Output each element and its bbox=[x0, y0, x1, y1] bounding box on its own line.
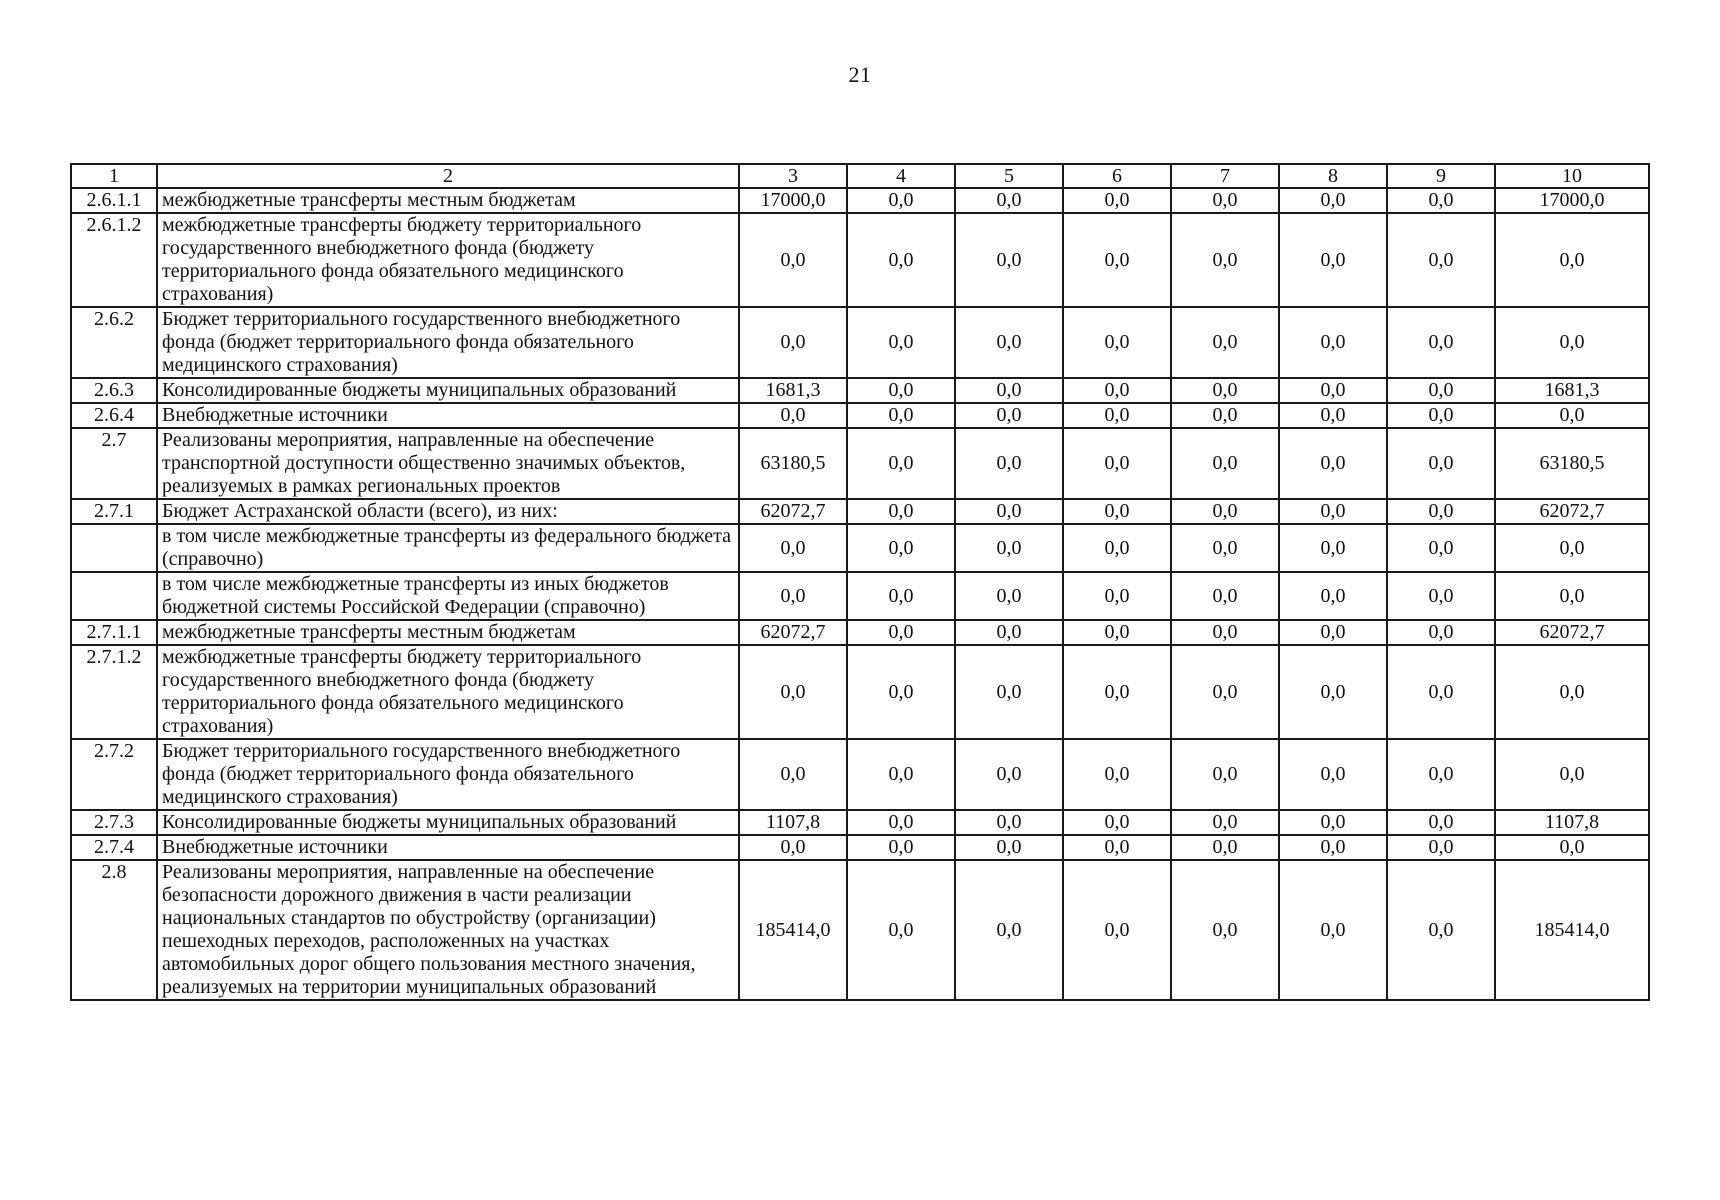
row-value: 0,0 bbox=[1279, 403, 1387, 428]
row-description: Бюджет территориального государственного внебюджетного фонда (бюджет территориального фонда обязательного медицинского страхования) bbox=[157, 307, 739, 378]
table-body bbox=[71, 164, 1649, 1000]
row-description: Консолидированные бюджеты муниципальных образований bbox=[157, 378, 739, 403]
row-code: 2.7.2 bbox=[71, 739, 157, 810]
row-value: 0,0 bbox=[1171, 188, 1279, 213]
column-number: 7 bbox=[1171, 164, 1279, 188]
row-value: 0,0 bbox=[1063, 403, 1171, 428]
row-value: 1681,3 bbox=[739, 378, 847, 403]
row-value: 0,0 bbox=[1171, 835, 1279, 860]
row-value: 0,0 bbox=[847, 524, 955, 572]
row-description: межбюджетные трансферты бюджету территориального государственного внебюджетного фонда (бюджету территориального фонда обязательного медицинского страхования) bbox=[157, 645, 739, 739]
row-code: 2.8 bbox=[71, 860, 157, 1000]
row-value: 0,0 bbox=[1279, 835, 1387, 860]
row-value: 0,0 bbox=[847, 499, 955, 524]
row-value: 0,0 bbox=[1063, 499, 1171, 524]
table-row bbox=[71, 213, 1649, 307]
row-value: 0,0 bbox=[847, 835, 955, 860]
row-value: 0,0 bbox=[1495, 213, 1649, 307]
column-number: 6 bbox=[1063, 164, 1171, 188]
page-number: 21 bbox=[848, 62, 872, 87]
row-value: 0,0 bbox=[1279, 378, 1387, 403]
row-description: в том числе межбюджетные трансферты из иных бюджетов бюджетной системы Российской Федерации (справочно) bbox=[157, 572, 739, 620]
row-value: 0,0 bbox=[739, 213, 847, 307]
row-value: 0,0 bbox=[1387, 835, 1495, 860]
row-value: 0,0 bbox=[1279, 499, 1387, 524]
row-value: 0,0 bbox=[1171, 572, 1279, 620]
row-value: 17000,0 bbox=[1495, 188, 1649, 213]
row-value: 0,0 bbox=[955, 572, 1063, 620]
row-description: межбюджетные трансферты местным бюджетам bbox=[157, 620, 739, 645]
row-value: 62072,7 bbox=[739, 620, 847, 645]
row-value: 62072,7 bbox=[1495, 499, 1649, 524]
row-value: 0,0 bbox=[847, 378, 955, 403]
row-description: в том числе межбюджетные трансферты из федерального бюджета (справочно) bbox=[157, 524, 739, 572]
row-value: 0,0 bbox=[1063, 860, 1171, 1000]
row-value: 0,0 bbox=[847, 572, 955, 620]
row-value: 1681,3 bbox=[1495, 378, 1649, 403]
row-value: 0,0 bbox=[1171, 378, 1279, 403]
row-code bbox=[71, 572, 157, 620]
row-value: 0,0 bbox=[847, 860, 955, 1000]
row-code: 2.6.4 bbox=[71, 403, 157, 428]
row-value: 0,0 bbox=[1495, 835, 1649, 860]
row-value: 0,0 bbox=[955, 403, 1063, 428]
row-value: 0,0 bbox=[1171, 739, 1279, 810]
table-row bbox=[71, 835, 1649, 860]
row-description: Бюджет Астраханской области (всего), из них: bbox=[157, 499, 739, 524]
row-value: 0,0 bbox=[739, 645, 847, 739]
row-code: 2.7.1 bbox=[71, 499, 157, 524]
row-value: 0,0 bbox=[1495, 307, 1649, 378]
row-value: 0,0 bbox=[955, 860, 1063, 1000]
row-value: 0,0 bbox=[955, 213, 1063, 307]
row-value: 0,0 bbox=[955, 499, 1063, 524]
table-row bbox=[71, 645, 1649, 739]
row-value: 0,0 bbox=[1495, 403, 1649, 428]
row-code: 2.6.1.2 bbox=[71, 213, 157, 307]
column-number: 5 bbox=[955, 164, 1063, 188]
row-value: 63180,5 bbox=[739, 428, 847, 499]
table-row bbox=[71, 188, 1649, 213]
row-value: 0,0 bbox=[1279, 307, 1387, 378]
row-value: 0,0 bbox=[1279, 524, 1387, 572]
row-value: 0,0 bbox=[1387, 645, 1495, 739]
row-value: 0,0 bbox=[1171, 428, 1279, 499]
row-value: 1107,8 bbox=[1495, 810, 1649, 835]
row-value: 0,0 bbox=[1495, 645, 1649, 739]
row-value: 0,0 bbox=[847, 307, 955, 378]
row-code: 2.7.1.1 bbox=[71, 620, 157, 645]
row-value: 0,0 bbox=[1279, 188, 1387, 213]
row-value: 0,0 bbox=[847, 645, 955, 739]
row-value: 0,0 bbox=[1063, 572, 1171, 620]
row-value: 0,0 bbox=[1063, 378, 1171, 403]
row-value: 0,0 bbox=[1387, 188, 1495, 213]
row-value: 0,0 bbox=[1387, 620, 1495, 645]
row-value: 0,0 bbox=[1063, 810, 1171, 835]
row-description: межбюджетные трансферты местным бюджетам bbox=[157, 188, 739, 213]
row-value: 63180,5 bbox=[1495, 428, 1649, 499]
row-value: 0,0 bbox=[1063, 620, 1171, 645]
row-value: 0,0 bbox=[1279, 620, 1387, 645]
row-value: 0,0 bbox=[955, 188, 1063, 213]
table-row bbox=[71, 428, 1649, 499]
row-value: 0,0 bbox=[955, 739, 1063, 810]
row-description: Внебюджетные источники bbox=[157, 835, 739, 860]
column-number-row bbox=[71, 164, 1649, 188]
row-code: 2.7 bbox=[71, 428, 157, 499]
row-value: 0,0 bbox=[847, 188, 955, 213]
row-value: 0,0 bbox=[1063, 213, 1171, 307]
row-code bbox=[71, 524, 157, 572]
row-value: 0,0 bbox=[955, 378, 1063, 403]
row-value: 0,0 bbox=[1279, 572, 1387, 620]
row-value: 0,0 bbox=[955, 307, 1063, 378]
row-value: 0,0 bbox=[1387, 213, 1495, 307]
row-value: 0,0 bbox=[1495, 739, 1649, 810]
table-row bbox=[71, 620, 1649, 645]
row-value: 0,0 bbox=[1279, 860, 1387, 1000]
row-code: 2.7.1.2 bbox=[71, 645, 157, 739]
row-code: 2.6.2 bbox=[71, 307, 157, 378]
row-value: 0,0 bbox=[1063, 835, 1171, 860]
row-value: 0,0 bbox=[1387, 572, 1495, 620]
row-value: 0,0 bbox=[739, 307, 847, 378]
row-value: 0,0 bbox=[1063, 307, 1171, 378]
row-value: 0,0 bbox=[1279, 645, 1387, 739]
column-number: 2 bbox=[157, 164, 739, 188]
row-value: 0,0 bbox=[1063, 428, 1171, 499]
row-value: 0,0 bbox=[1387, 499, 1495, 524]
row-value: 0,0 bbox=[955, 428, 1063, 499]
row-value: 0,0 bbox=[1171, 620, 1279, 645]
row-value: 0,0 bbox=[1171, 499, 1279, 524]
row-value: 0,0 bbox=[1171, 213, 1279, 307]
row-value: 0,0 bbox=[1171, 810, 1279, 835]
row-value: 1107,8 bbox=[739, 810, 847, 835]
row-description: межбюджетные трансферты бюджету территориального государственного внебюджетного фонда (бюджету территориального фонда обязательного медицинского страхования) bbox=[157, 213, 739, 307]
row-value: 0,0 bbox=[1171, 403, 1279, 428]
row-value: 0,0 bbox=[847, 739, 955, 810]
row-value: 0,0 bbox=[847, 213, 955, 307]
row-value: 0,0 bbox=[1171, 860, 1279, 1000]
row-value: 185414,0 bbox=[1495, 860, 1649, 1000]
row-code: 2.7.4 bbox=[71, 835, 157, 860]
row-value: 0,0 bbox=[739, 739, 847, 810]
row-value: 0,0 bbox=[1387, 524, 1495, 572]
row-value: 0,0 bbox=[1171, 307, 1279, 378]
row-description: Бюджет территориального государственного внебюджетного фонда (бюджет территориального фонда обязательного медицинского страхования) bbox=[157, 739, 739, 810]
row-value: 0,0 bbox=[847, 428, 955, 499]
row-value: 62072,7 bbox=[1495, 620, 1649, 645]
table-row bbox=[71, 810, 1649, 835]
row-value: 0,0 bbox=[1279, 739, 1387, 810]
budget-table bbox=[70, 163, 1650, 1001]
column-number: 10 bbox=[1495, 164, 1649, 188]
row-value: 0,0 bbox=[1063, 188, 1171, 213]
row-description: Внебюджетные источники bbox=[157, 403, 739, 428]
row-value: 0,0 bbox=[1171, 645, 1279, 739]
row-value: 0,0 bbox=[847, 620, 955, 645]
row-value: 0,0 bbox=[1387, 810, 1495, 835]
column-number: 9 bbox=[1387, 164, 1495, 188]
table-row bbox=[71, 378, 1649, 403]
row-value: 0,0 bbox=[847, 403, 955, 428]
row-value: 0,0 bbox=[955, 524, 1063, 572]
row-value: 0,0 bbox=[739, 524, 847, 572]
table-row bbox=[71, 499, 1649, 524]
table-row bbox=[71, 524, 1649, 572]
row-value: 0,0 bbox=[739, 403, 847, 428]
row-value: 0,0 bbox=[1495, 524, 1649, 572]
column-number: 8 bbox=[1279, 164, 1387, 188]
row-value: 0,0 bbox=[1171, 524, 1279, 572]
row-value: 0,0 bbox=[1279, 428, 1387, 499]
table-row bbox=[71, 860, 1649, 1000]
row-code: 2.7.3 bbox=[71, 810, 157, 835]
row-code: 2.6.3 bbox=[71, 378, 157, 403]
table-row bbox=[71, 403, 1649, 428]
row-value: 0,0 bbox=[955, 835, 1063, 860]
column-number: 3 bbox=[739, 164, 847, 188]
row-value: 0,0 bbox=[1279, 213, 1387, 307]
table-row bbox=[71, 307, 1649, 378]
row-value: 17000,0 bbox=[739, 188, 847, 213]
row-value: 0,0 bbox=[1063, 645, 1171, 739]
row-value: 0,0 bbox=[955, 645, 1063, 739]
row-value: 0,0 bbox=[1387, 378, 1495, 403]
row-value: 0,0 bbox=[955, 810, 1063, 835]
table-row bbox=[71, 739, 1649, 810]
row-value: 0,0 bbox=[739, 835, 847, 860]
row-value: 0,0 bbox=[1387, 403, 1495, 428]
row-value: 0,0 bbox=[1387, 307, 1495, 378]
row-value: 0,0 bbox=[1387, 739, 1495, 810]
row-value: 0,0 bbox=[1063, 739, 1171, 810]
row-value: 0,0 bbox=[1063, 524, 1171, 572]
row-value: 0,0 bbox=[1495, 572, 1649, 620]
row-description: Реализованы мероприятия, направленные на обеспечение транспортной доступности общественно значимых объектов, реализуемых в рамках региональных проектов bbox=[157, 428, 739, 499]
table-row bbox=[71, 572, 1649, 620]
row-code: 2.6.1.1 bbox=[71, 188, 157, 213]
row-value: 0,0 bbox=[955, 620, 1063, 645]
row-description: Реализованы мероприятия, направленные на обеспечение безопасности дорожного движения в части реализации национальных стандартов по обустройству (организации) пешеходных переходов, расположенных на участках автомобильных дорог общего пользования местного значения, реализуемых на территории муниципальных образований bbox=[157, 860, 739, 1000]
row-value: 0,0 bbox=[1387, 860, 1495, 1000]
row-value: 62072,7 bbox=[739, 499, 847, 524]
row-value: 0,0 bbox=[847, 810, 955, 835]
row-value: 0,0 bbox=[1279, 810, 1387, 835]
column-number: 1 bbox=[71, 164, 157, 188]
row-description: Консолидированные бюджеты муниципальных образований bbox=[157, 810, 739, 835]
row-value: 0,0 bbox=[739, 572, 847, 620]
row-value: 0,0 bbox=[1387, 428, 1495, 499]
column-number: 4 bbox=[847, 164, 955, 188]
row-value: 185414,0 bbox=[739, 860, 847, 1000]
